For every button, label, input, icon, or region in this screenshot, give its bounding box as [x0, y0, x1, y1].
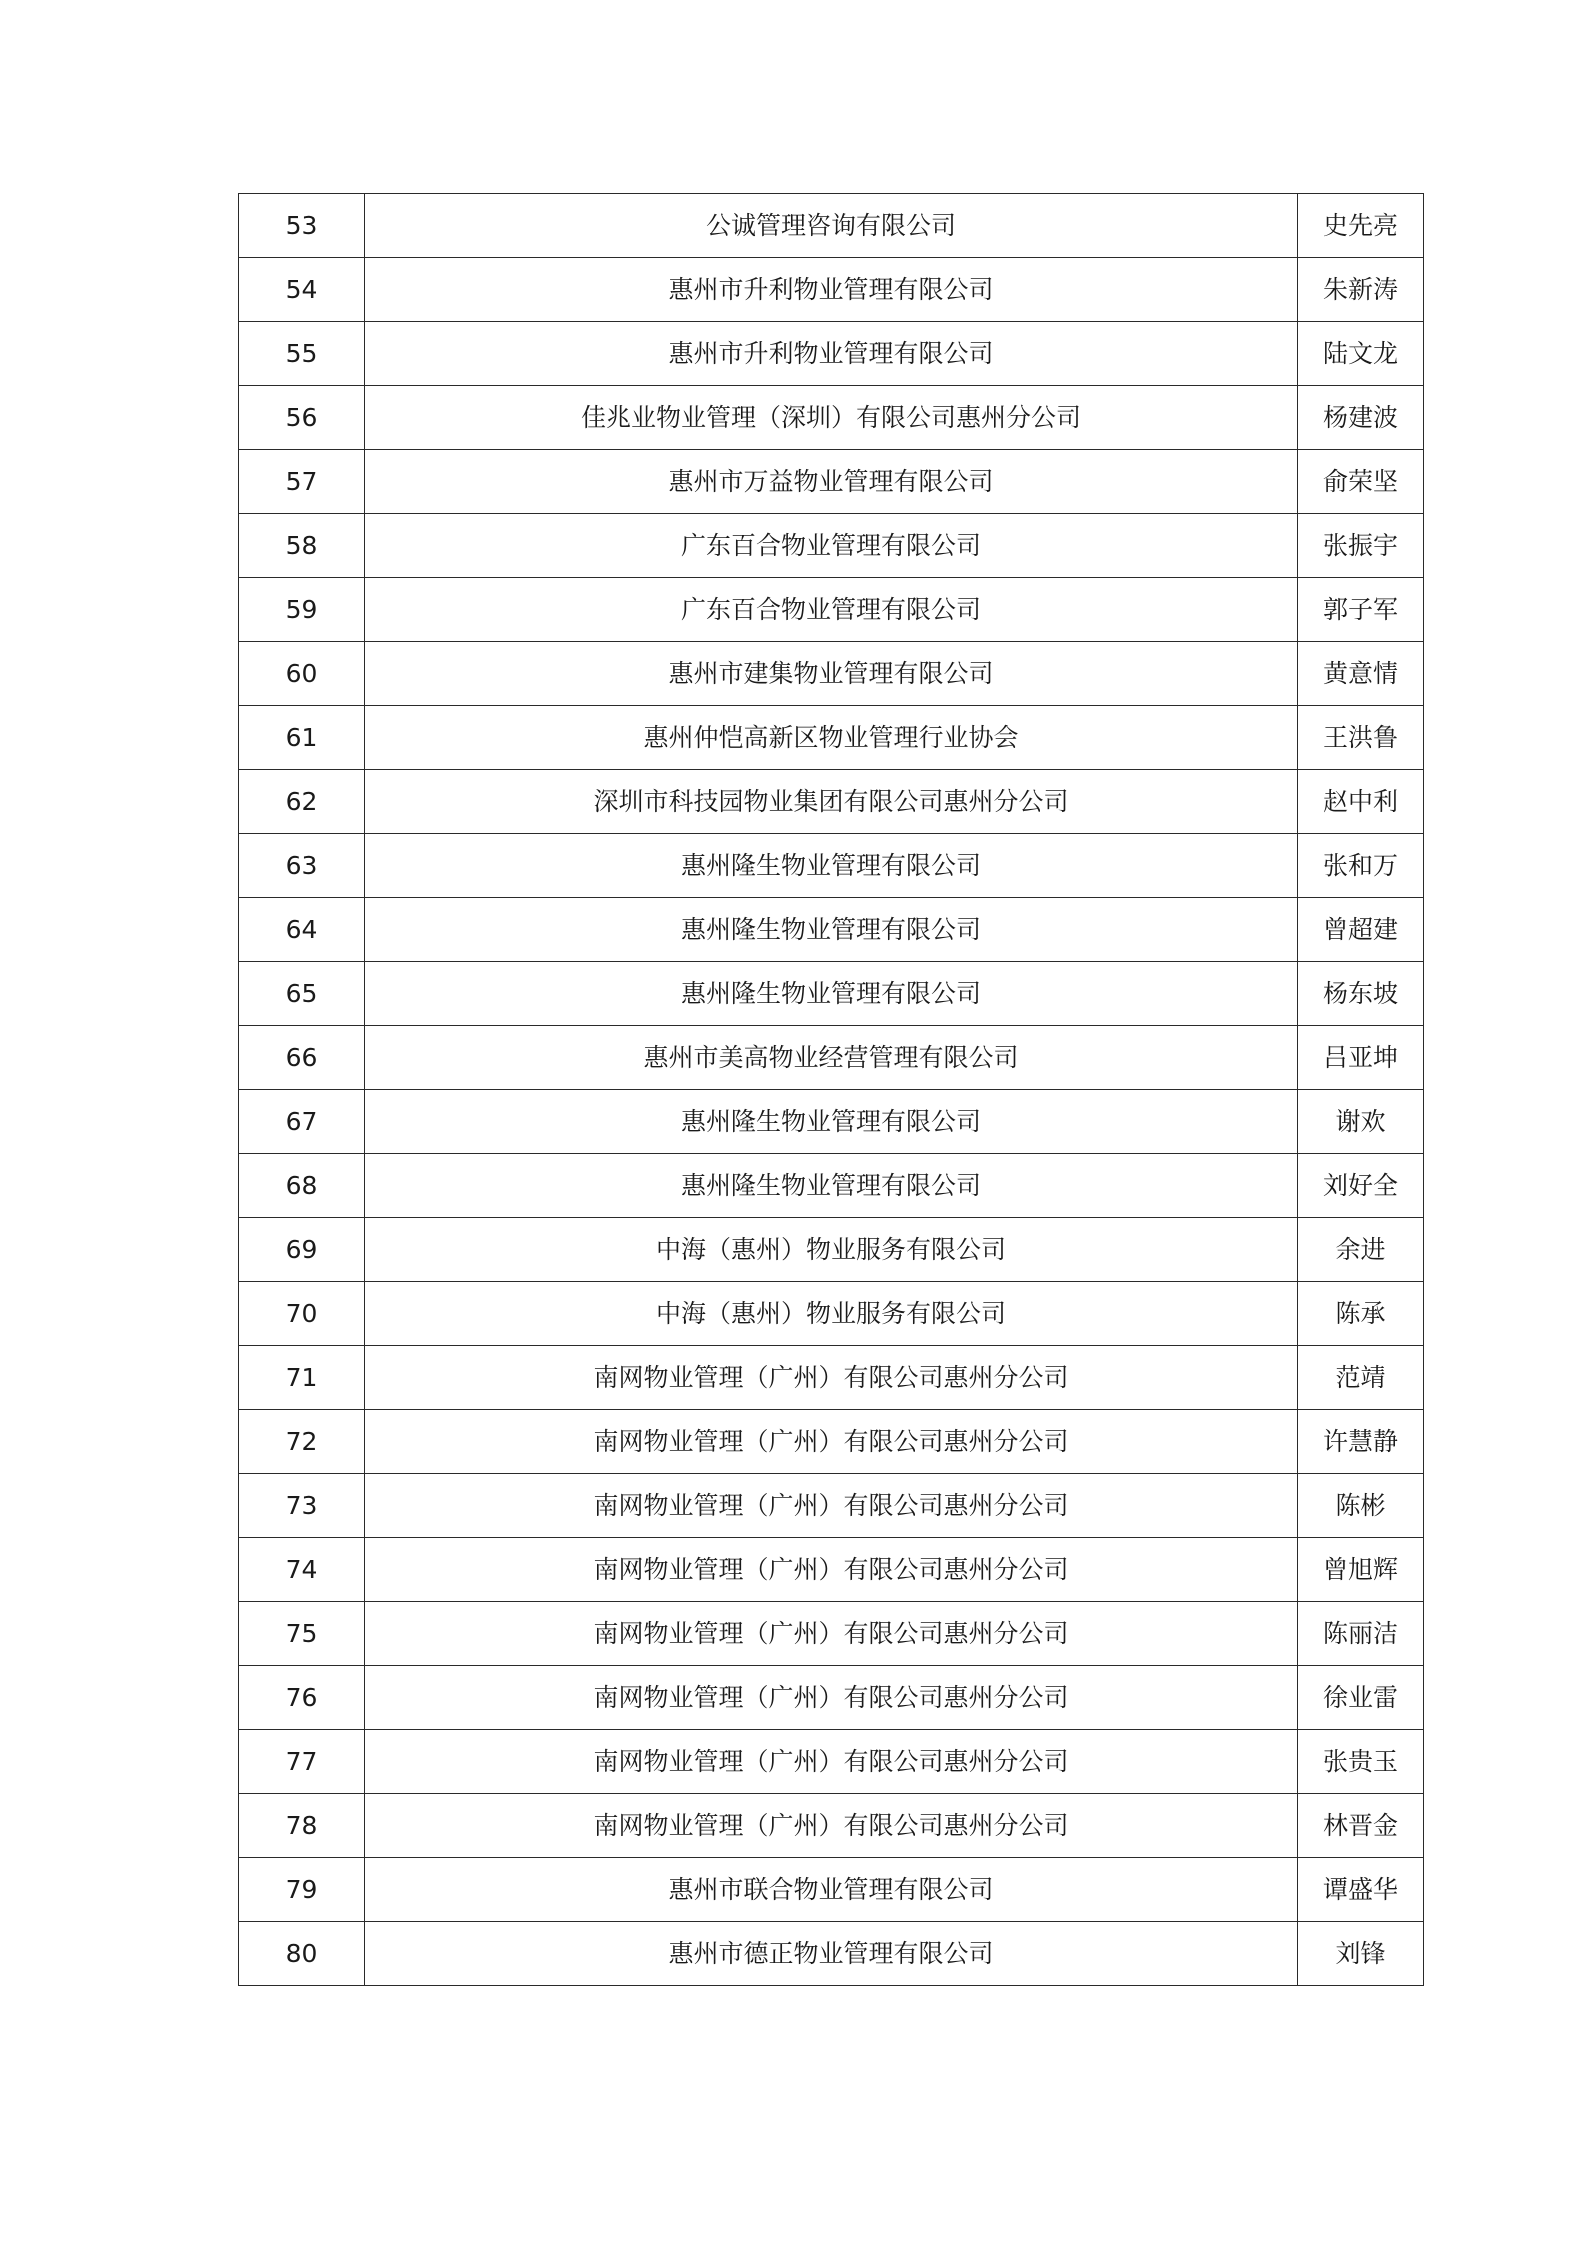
row-number-cell: 80: [239, 1922, 365, 1986]
person-name-cell: 陈彬: [1298, 1474, 1424, 1538]
table-row: [239, 386, 1424, 450]
table-row: [239, 706, 1424, 770]
table-row: [239, 1282, 1424, 1346]
organization-cell: 惠州隆生物业管理有限公司: [365, 1090, 1298, 1154]
organization-cell: 惠州市万益物业管理有限公司: [365, 450, 1298, 514]
organization-cell: 惠州隆生物业管理有限公司: [365, 898, 1298, 962]
organization-cell: 南网物业管理（广州）有限公司惠州分公司: [365, 1474, 1298, 1538]
table-row: [239, 1474, 1424, 1538]
organization-cell: 中海（惠州）物业服务有限公司: [365, 1282, 1298, 1346]
organization-cell: 南网物业管理（广州）有限公司惠州分公司: [365, 1602, 1298, 1666]
table-row: [239, 1218, 1424, 1282]
roster-table-body: [239, 194, 1424, 1986]
organization-cell: 惠州隆生物业管理有限公司: [365, 834, 1298, 898]
person-name-cell: 许慧静: [1298, 1410, 1424, 1474]
row-number-cell: 59: [239, 578, 365, 642]
organization-cell: 深圳市科技园物业集团有限公司惠州分公司: [365, 770, 1298, 834]
row-number-cell: 74: [239, 1538, 365, 1602]
person-name-cell: 谭盛华: [1298, 1858, 1424, 1922]
organization-cell: 惠州市德正物业管理有限公司: [365, 1922, 1298, 1986]
person-name-cell: 曾超建: [1298, 898, 1424, 962]
person-name-cell: 陈丽洁: [1298, 1602, 1424, 1666]
table-row: [239, 1666, 1424, 1730]
organization-cell: 南网物业管理（广州）有限公司惠州分公司: [365, 1410, 1298, 1474]
organization-cell: 中海（惠州）物业服务有限公司: [365, 1218, 1298, 1282]
row-number-cell: 76: [239, 1666, 365, 1730]
row-number-cell: 68: [239, 1154, 365, 1218]
person-name-cell: 曾旭辉: [1298, 1538, 1424, 1602]
person-name-cell: 吕亚坤: [1298, 1026, 1424, 1090]
row-number-cell: 65: [239, 962, 365, 1026]
organization-cell: 南网物业管理（广州）有限公司惠州分公司: [365, 1794, 1298, 1858]
table-row: [239, 1090, 1424, 1154]
person-name-cell: 陆文龙: [1298, 322, 1424, 386]
table-row: [239, 514, 1424, 578]
table-row: [239, 642, 1424, 706]
row-number-cell: 77: [239, 1730, 365, 1794]
table-row: [239, 322, 1424, 386]
organization-cell: 公诚管理咨询有限公司: [365, 194, 1298, 258]
row-number-cell: 67: [239, 1090, 365, 1154]
row-number-cell: 54: [239, 258, 365, 322]
table-row: [239, 770, 1424, 834]
organization-cell: 南网物业管理（广州）有限公司惠州分公司: [365, 1730, 1298, 1794]
person-name-cell: 刘锋: [1298, 1922, 1424, 1986]
table-row: [239, 898, 1424, 962]
table-row: [239, 1730, 1424, 1794]
person-name-cell: 余进: [1298, 1218, 1424, 1282]
organization-cell: 广东百合物业管理有限公司: [365, 578, 1298, 642]
table-row: [239, 1602, 1424, 1666]
organization-cell: 惠州市联合物业管理有限公司: [365, 1858, 1298, 1922]
row-number-cell: 73: [239, 1474, 365, 1538]
table-row: [239, 834, 1424, 898]
person-name-cell: 林晋金: [1298, 1794, 1424, 1858]
table-row: [239, 450, 1424, 514]
table-row: [239, 1346, 1424, 1410]
table-row: [239, 1538, 1424, 1602]
person-name-cell: 杨东坡: [1298, 962, 1424, 1026]
roster-table: [238, 193, 1424, 1986]
person-name-cell: 范靖: [1298, 1346, 1424, 1410]
organization-cell: 广东百合物业管理有限公司: [365, 514, 1298, 578]
organization-cell: 惠州市升利物业管理有限公司: [365, 258, 1298, 322]
person-name-cell: 张和万: [1298, 834, 1424, 898]
row-number-cell: 60: [239, 642, 365, 706]
person-name-cell: 赵中利: [1298, 770, 1424, 834]
organization-cell: 惠州市升利物业管理有限公司: [365, 322, 1298, 386]
table-row: [239, 258, 1424, 322]
row-number-cell: 57: [239, 450, 365, 514]
table-row: [239, 1154, 1424, 1218]
organization-cell: 南网物业管理（广州）有限公司惠州分公司: [365, 1346, 1298, 1410]
organization-cell: 南网物业管理（广州）有限公司惠州分公司: [365, 1538, 1298, 1602]
table-row: [239, 578, 1424, 642]
row-number-cell: 78: [239, 1794, 365, 1858]
row-number-cell: 75: [239, 1602, 365, 1666]
person-name-cell: 黄意情: [1298, 642, 1424, 706]
table-row: [239, 194, 1424, 258]
row-number-cell: 63: [239, 834, 365, 898]
row-number-cell: 61: [239, 706, 365, 770]
row-number-cell: 53: [239, 194, 365, 258]
table-row: [239, 1922, 1424, 1986]
person-name-cell: 俞荣坚: [1298, 450, 1424, 514]
organization-cell: 佳兆业物业管理（深圳）有限公司惠州分公司: [365, 386, 1298, 450]
row-number-cell: 66: [239, 1026, 365, 1090]
person-name-cell: 朱新涛: [1298, 258, 1424, 322]
person-name-cell: 张贵玉: [1298, 1730, 1424, 1794]
organization-cell: 惠州市建集物业管理有限公司: [365, 642, 1298, 706]
table-row: [239, 1026, 1424, 1090]
person-name-cell: 王洪鲁: [1298, 706, 1424, 770]
person-name-cell: 郭子军: [1298, 578, 1424, 642]
row-number-cell: 64: [239, 898, 365, 962]
row-number-cell: 55: [239, 322, 365, 386]
organization-cell: 惠州市美高物业经营管理有限公司: [365, 1026, 1298, 1090]
row-number-cell: 62: [239, 770, 365, 834]
table-row: [239, 1410, 1424, 1474]
person-name-cell: 徐业雷: [1298, 1666, 1424, 1730]
table-row: [239, 1858, 1424, 1922]
row-number-cell: 70: [239, 1282, 365, 1346]
person-name-cell: 刘好全: [1298, 1154, 1424, 1218]
row-number-cell: 56: [239, 386, 365, 450]
person-name-cell: 杨建波: [1298, 386, 1424, 450]
person-name-cell: 史先亮: [1298, 194, 1424, 258]
row-number-cell: 58: [239, 514, 365, 578]
table-row: [239, 1794, 1424, 1858]
row-number-cell: 72: [239, 1410, 365, 1474]
row-number-cell: 71: [239, 1346, 365, 1410]
person-name-cell: 谢欢: [1298, 1090, 1424, 1154]
organization-cell: 惠州隆生物业管理有限公司: [365, 1154, 1298, 1218]
organization-cell: 惠州隆生物业管理有限公司: [365, 962, 1298, 1026]
organization-cell: 惠州仲恺高新区物业管理行业协会: [365, 706, 1298, 770]
row-number-cell: 69: [239, 1218, 365, 1282]
row-number-cell: 79: [239, 1858, 365, 1922]
organization-cell: 南网物业管理（广州）有限公司惠州分公司: [365, 1666, 1298, 1730]
table-row: [239, 962, 1424, 1026]
person-name-cell: 张振宇: [1298, 514, 1424, 578]
person-name-cell: 陈承: [1298, 1282, 1424, 1346]
